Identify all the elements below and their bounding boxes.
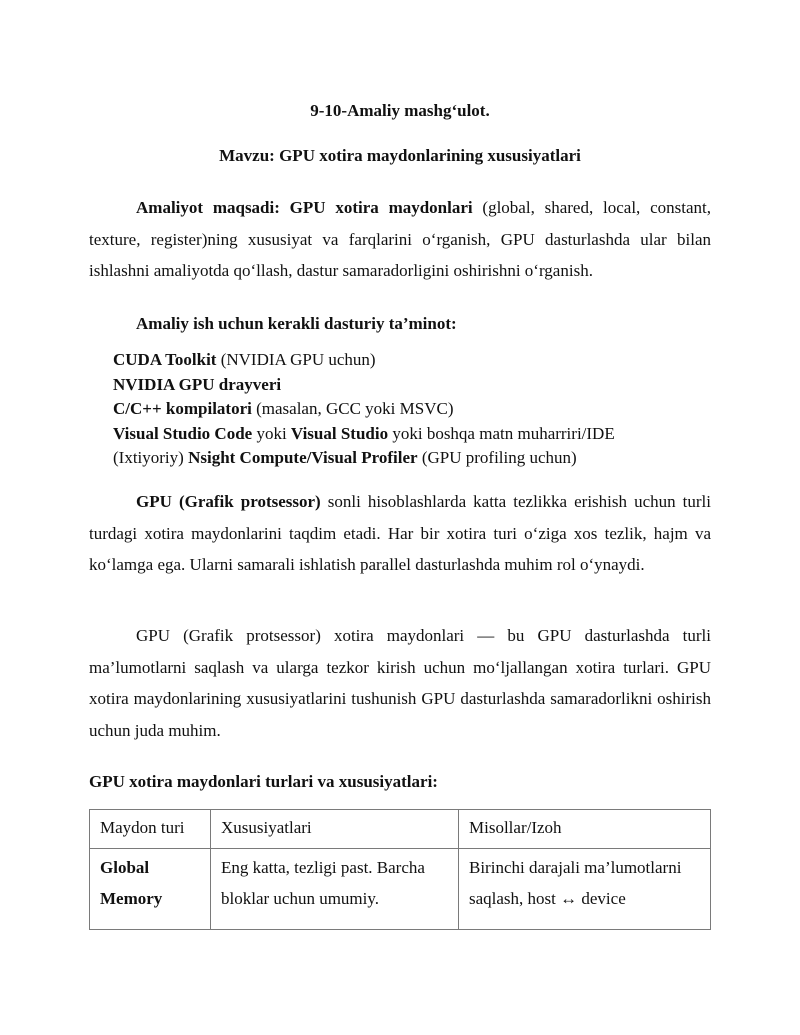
table-cell-type: Global Memory xyxy=(90,849,211,930)
column-header: Maydon turi xyxy=(90,810,211,849)
software-item: CUDA Toolkit (NVIDIA GPU uchun) xyxy=(113,350,376,369)
gpu-intro-paragraph xyxy=(89,486,711,581)
software-item: (Ixtiyoriy) Nsight Compute/Visual Profiler (GPU profiling uchun) xyxy=(113,448,577,467)
column-header: Xususiyatlari xyxy=(211,810,459,849)
software-list xyxy=(113,348,713,471)
table-row xyxy=(90,849,711,930)
goal-text: (global, shared, local, constant, texture, register)ning xususiyat va farqlarini o‘rganish, GPU dasturlashda ular bilan ishlashni amaliyotda qo‘llash, dastur samaradorligini oshirishni o‘rganish. xyxy=(89,198,711,280)
practice-title: 9-10-Amaliy mashg‘ulot. xyxy=(310,101,490,120)
table-header-row xyxy=(90,810,711,849)
table-heading: GPU xotira maydonlari turlari va xususiyatlari: xyxy=(89,772,438,791)
software-heading: Amaliy ish uchun kerakli dasturiy ta’minot: xyxy=(136,314,457,333)
gpu-intro-text: sonli hisoblashlarda katta tezlikka erishish uchun turli turdagi xotira maydonlarini taqdim etadi. Har bir xotira turi o‘ziga xos tezlik, hajm va ko‘lamga ega. Ularni samarali ishlatish parallel dasturlashda muhim rol o‘ynaydi. xyxy=(89,492,711,574)
topic-title: Mavzu: GPU xotira maydonlarining xususiyatlari xyxy=(219,146,581,165)
gpu-intro-lead: GPU (Grafik protsessor) xyxy=(136,492,321,511)
software-item: Visual Studio Code yoki Visual Studio yoki boshqa matn muharriri/IDE xyxy=(113,423,615,443)
software-item: NVIDIA GPU drayveri xyxy=(113,374,282,394)
gpu-memory-paragraph: GPU (Grafik protsessor) xotira maydonlari — bu GPU dasturlashda turli ma’lumotlarni saqlash va ularga tezkor kirish uchun mo‘ljallangan xotira turlari. GPU xotira maydonlarining xususiyatlarini tushunish GPU dasturlashda samaradorlikni oshirish uchun juda muhim. xyxy=(89,626,711,740)
software-item: C/C++ kompilatori (masalan, GCC yoki MSVC) xyxy=(113,399,454,418)
goal-paragraph xyxy=(89,192,711,287)
table-cell-notes: Birinchi darajali ma’lumotlarni saqlash, host ↔ device xyxy=(459,849,711,930)
column-header: Misollar/Izoh xyxy=(459,810,711,849)
goal-lead: Amaliyot maqsadi: GPU xotira maydonlari xyxy=(136,198,473,217)
table-cell-features: Eng katta, tezligi past. Barcha bloklar uchun umumiy. xyxy=(211,849,459,930)
memory-table xyxy=(89,809,711,930)
